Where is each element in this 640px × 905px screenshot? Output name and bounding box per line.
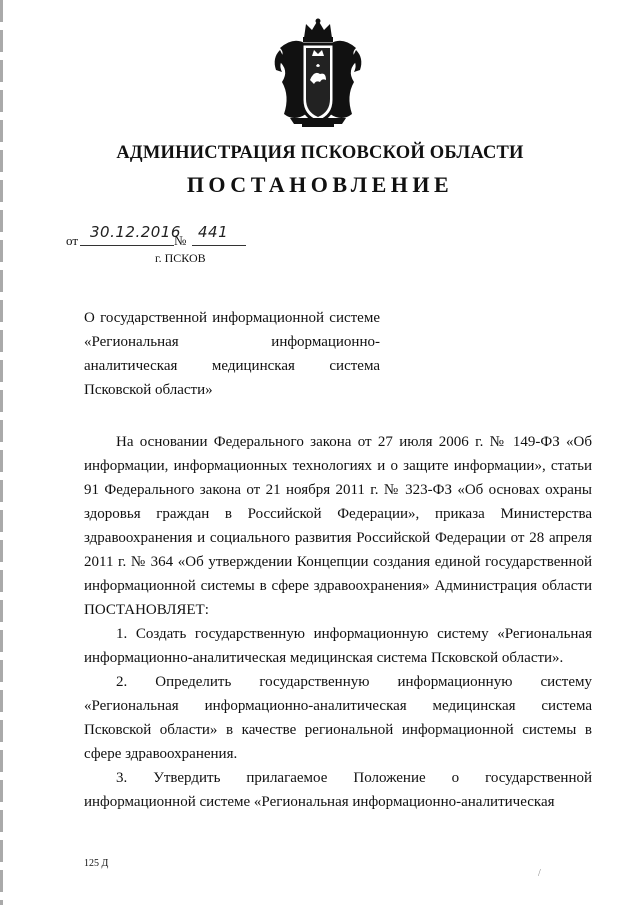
list-item: 1. Создать государственную информационную систему «Региональная информационно-аналитическая медицинская система Псковской области». <box>84 626 592 666</box>
organization-title: АДМИНИСТРАЦИЯ ПСКОВСКОЙ ОБЛАСТИ <box>116 143 524 163</box>
scan-mark: / <box>538 868 541 879</box>
scan-edge-line <box>0 0 3 905</box>
document-subject: О государственной информационной системе «Региональная информационно-аналитическая медицинская система Псковской области» <box>84 310 380 398</box>
document-body <box>84 430 592 814</box>
list-item: 3. Утвердить прилагаемое Положение о государственной информационной системе «Региональная информационно-аналитическая <box>84 770 592 810</box>
list-item: 2. Определить государственную информационную систему «Региональная информационно-аналитическая медицинская система Псковской области» в качестве региональной информационной системы в сфере здравоохранения. <box>84 674 592 762</box>
date-number-line <box>66 223 306 248</box>
document-type-title: ПОСТАНОВЛЕНИЕ <box>186 172 454 197</box>
handwritten-date: 30.12.2016 <box>90 223 181 241</box>
preamble-paragraph: На основании Федерального закона от 27 июля 2006 г. № 149-ФЗ «Об информации, информационных технологиях и о защите информации», статьи 91 Федерального закона от 21 ноября 2011 г. № 323-ФЗ «Об основах охраны здоровья граждан в Российской Федерации», приказа Министерства здравоохранения и социального развития Российской Федерации от 28 апреля 2011 г. № 364 «Об утверждении Концепции создания единой государственной информационной системы в сфере здравоохранения» Администрация области ПОСТАНОВЛЯЕТ: <box>84 434 592 618</box>
date-underline <box>80 245 174 246</box>
date-prefix: от <box>66 233 79 248</box>
city-label: г. ПСКОВ <box>155 251 206 265</box>
footer-code: 125 Д <box>84 858 109 869</box>
handwritten-number: 441 <box>198 223 229 241</box>
coat-of-arms-emblem <box>270 18 366 130</box>
number-prefix: № <box>174 233 187 248</box>
number-underline <box>192 245 246 246</box>
